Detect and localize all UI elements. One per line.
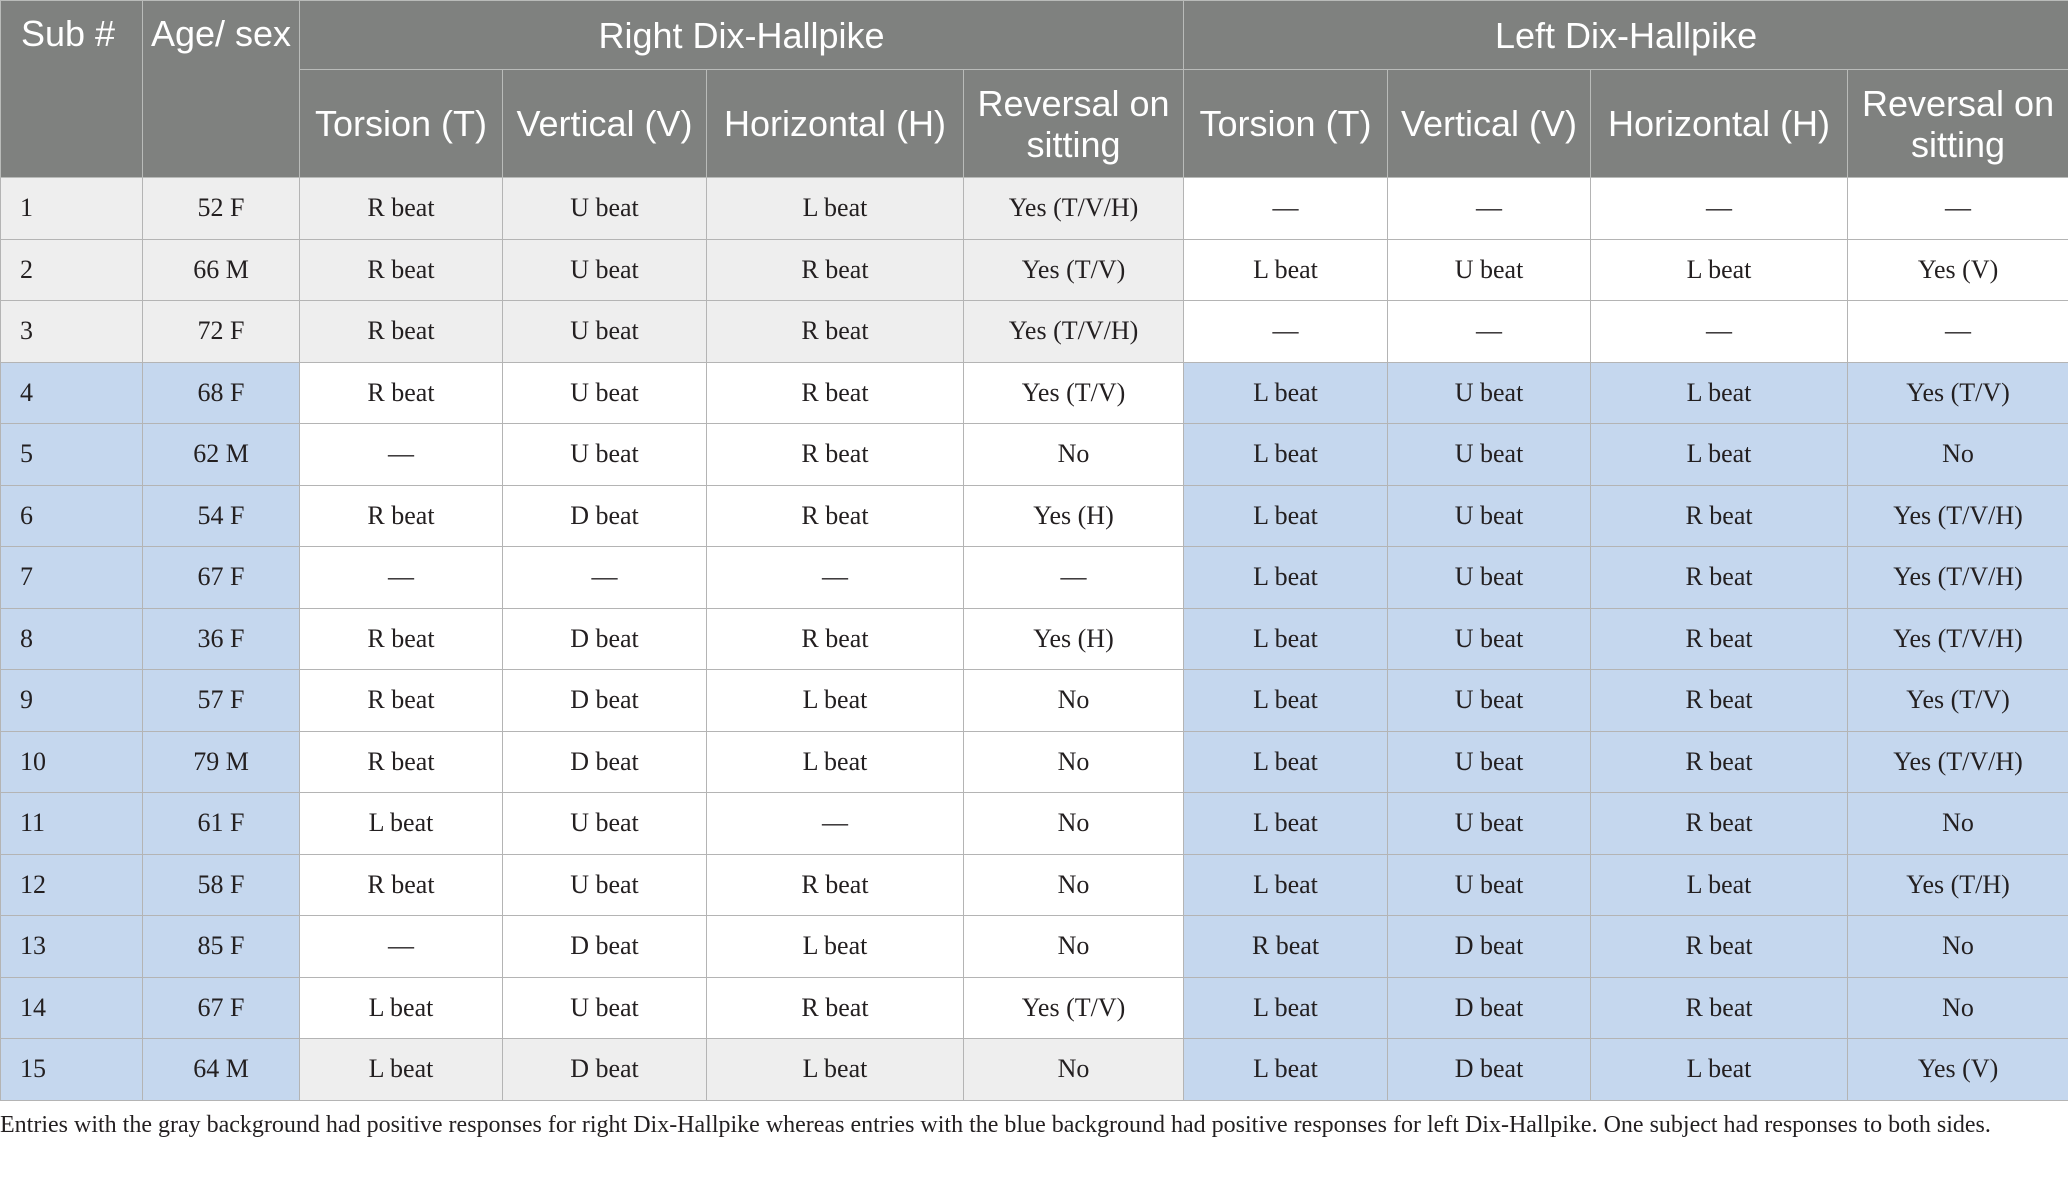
header-right-torsion: Torsion (T) — [300, 70, 503, 178]
cell-left-horizontal: — — [1591, 301, 1848, 363]
cell-right-reversal: Yes (T/V) — [964, 239, 1184, 301]
cell-right-torsion: — — [300, 424, 503, 486]
cell-left-torsion: L beat — [1184, 239, 1388, 301]
cell-left-vertical: D beat — [1388, 916, 1591, 978]
cell-left-reversal: Yes (V) — [1848, 239, 2068, 301]
cell-left-reversal: Yes (T/V) — [1848, 670, 2068, 732]
cell-left-vertical: U beat — [1388, 362, 1591, 424]
cell-right-reversal: Yes (H) — [964, 485, 1184, 547]
cell-right-vertical: U beat — [503, 178, 707, 240]
table-row — [1, 854, 2068, 916]
cell-left-reversal: Yes (T/V/H) — [1848, 485, 2068, 547]
cell-left-horizontal: R beat — [1591, 608, 1848, 670]
cell-right-torsion: R beat — [300, 239, 503, 301]
cell-left-torsion: L beat — [1184, 608, 1388, 670]
cell-left-horizontal: R beat — [1591, 731, 1848, 793]
header-left-dix-hallpike: Left Dix-Hallpike — [1184, 1, 2068, 70]
cell-left-reversal: Yes (T/V/H) — [1848, 547, 2068, 609]
cell-left-vertical: D beat — [1388, 1039, 1591, 1101]
cell-left-torsion: L beat — [1184, 485, 1388, 547]
cell-left-horizontal: R beat — [1591, 916, 1848, 978]
cell-right-vertical: — — [503, 547, 707, 609]
cell-sub-no: 15 — [1, 1039, 143, 1101]
cell-left-vertical: U beat — [1388, 547, 1591, 609]
cell-age-sex: 72 F — [143, 301, 300, 363]
cell-right-horizontal: R beat — [707, 239, 964, 301]
cell-left-torsion: L beat — [1184, 793, 1388, 855]
cell-age-sex: 54 F — [143, 485, 300, 547]
cell-left-torsion: L beat — [1184, 547, 1388, 609]
cell-sub-no: 2 — [1, 239, 143, 301]
cell-right-reversal: Yes (T/V) — [964, 977, 1184, 1039]
cell-age-sex: 67 F — [143, 977, 300, 1039]
cell-right-torsion: R beat — [300, 362, 503, 424]
cell-right-torsion: R beat — [300, 301, 503, 363]
cell-sub-no: 9 — [1, 670, 143, 732]
cell-left-reversal: No — [1848, 977, 2068, 1039]
cell-age-sex: 61 F — [143, 793, 300, 855]
cell-right-torsion: — — [300, 547, 503, 609]
table-row — [1, 670, 2068, 732]
cell-right-reversal: No — [964, 916, 1184, 978]
cell-right-horizontal: R beat — [707, 301, 964, 363]
table-row — [1, 977, 2068, 1039]
cell-right-horizontal: L beat — [707, 731, 964, 793]
cell-left-vertical: U beat — [1388, 608, 1591, 670]
cell-left-horizontal: R beat — [1591, 485, 1848, 547]
cell-right-vertical: U beat — [503, 239, 707, 301]
cell-left-vertical: — — [1388, 301, 1591, 363]
cell-left-horizontal: R beat — [1591, 793, 1848, 855]
table-row — [1, 424, 2068, 486]
cell-left-torsion: — — [1184, 178, 1388, 240]
cell-left-reversal: Yes (T/V) — [1848, 362, 2068, 424]
cell-right-horizontal: — — [707, 547, 964, 609]
cell-sub-no: 12 — [1, 854, 143, 916]
cell-age-sex: 58 F — [143, 854, 300, 916]
cell-right-reversal: Yes (T/V/H) — [964, 178, 1184, 240]
cell-left-horizontal: L beat — [1591, 362, 1848, 424]
cell-left-reversal: No — [1848, 424, 2068, 486]
cell-age-sex: 66 M — [143, 239, 300, 301]
cell-right-horizontal: R beat — [707, 608, 964, 670]
cell-right-horizontal: L beat — [707, 178, 964, 240]
header-row-columns — [1, 70, 2068, 178]
cell-age-sex: 68 F — [143, 362, 300, 424]
cell-age-sex: 52 F — [143, 178, 300, 240]
cell-right-vertical: U beat — [503, 424, 707, 486]
cell-right-torsion: R beat — [300, 178, 503, 240]
cell-sub-no: 3 — [1, 301, 143, 363]
cell-left-horizontal: — — [1591, 178, 1848, 240]
table-row — [1, 731, 2068, 793]
cell-left-torsion: L beat — [1184, 1039, 1388, 1101]
cell-right-reversal: No — [964, 670, 1184, 732]
cell-right-vertical: U beat — [503, 362, 707, 424]
table-row — [1, 485, 2068, 547]
cell-right-torsion: R beat — [300, 670, 503, 732]
cell-left-horizontal: L beat — [1591, 1039, 1848, 1101]
cell-left-torsion: L beat — [1184, 854, 1388, 916]
cell-age-sex: 62 M — [143, 424, 300, 486]
table-row — [1, 301, 2068, 363]
table-row — [1, 608, 2068, 670]
cell-left-torsion: L beat — [1184, 362, 1388, 424]
cell-right-horizontal: R beat — [707, 362, 964, 424]
cell-left-reversal: No — [1848, 793, 2068, 855]
cell-right-reversal: No — [964, 1039, 1184, 1101]
cell-right-torsion: — — [300, 916, 503, 978]
cell-right-torsion: R beat — [300, 731, 503, 793]
cell-left-vertical: — — [1388, 178, 1591, 240]
cell-right-vertical: U beat — [503, 977, 707, 1039]
cell-right-reversal: — — [964, 547, 1184, 609]
cell-right-vertical: D beat — [503, 485, 707, 547]
cell-sub-no: 1 — [1, 178, 143, 240]
cell-right-torsion: L beat — [300, 977, 503, 1039]
cell-right-torsion: R beat — [300, 608, 503, 670]
cell-left-horizontal: R beat — [1591, 670, 1848, 732]
cell-sub-no: 11 — [1, 793, 143, 855]
table-row — [1, 547, 2068, 609]
cell-left-torsion: L beat — [1184, 731, 1388, 793]
cell-right-vertical: D beat — [503, 731, 707, 793]
cell-right-horizontal: L beat — [707, 916, 964, 978]
cell-right-horizontal: — — [707, 793, 964, 855]
cell-age-sex: 79 M — [143, 731, 300, 793]
cell-right-horizontal: L beat — [707, 670, 964, 732]
cell-left-vertical: U beat — [1388, 670, 1591, 732]
cell-right-torsion: L beat — [300, 793, 503, 855]
cell-right-vertical: D beat — [503, 670, 707, 732]
cell-sub-no: 7 — [1, 547, 143, 609]
cell-left-vertical: U beat — [1388, 731, 1591, 793]
cell-right-reversal: Yes (T/V) — [964, 362, 1184, 424]
cell-right-vertical: U beat — [503, 793, 707, 855]
cell-right-reversal: Yes (T/V/H) — [964, 301, 1184, 363]
cell-left-torsion: L beat — [1184, 424, 1388, 486]
header-row-groups — [1, 1, 2068, 70]
cell-right-horizontal: R beat — [707, 854, 964, 916]
cell-left-torsion: L beat — [1184, 670, 1388, 732]
cell-left-torsion: R beat — [1184, 916, 1388, 978]
cell-left-horizontal: R beat — [1591, 977, 1848, 1039]
table-row — [1, 916, 2068, 978]
header-left-horizontal: Horizontal (H) — [1591, 70, 1848, 178]
cell-right-torsion: L beat — [300, 1039, 503, 1101]
cell-left-horizontal: L beat — [1591, 424, 1848, 486]
cell-sub-no: 4 — [1, 362, 143, 424]
cell-right-torsion: R beat — [300, 485, 503, 547]
cell-sub-no: 13 — [1, 916, 143, 978]
cell-sub-no: 8 — [1, 608, 143, 670]
cell-left-reversal: Yes (V) — [1848, 1039, 2068, 1101]
table-row — [1, 1039, 2068, 1101]
cell-right-horizontal: R beat — [707, 424, 964, 486]
header-sub-no: Sub # — [1, 1, 143, 178]
cell-left-reversal: — — [1848, 178, 2068, 240]
header-right-horizontal: Horizontal (H) — [707, 70, 964, 178]
table-header — [1, 1, 2068, 178]
cell-age-sex: 85 F — [143, 916, 300, 978]
table-row — [1, 362, 2068, 424]
cell-left-reversal: Yes (T/H) — [1848, 854, 2068, 916]
header-left-vertical: Vertical (V) — [1388, 70, 1591, 178]
cell-left-vertical: U beat — [1388, 485, 1591, 547]
cell-right-horizontal: R beat — [707, 485, 964, 547]
cell-right-reversal: Yes (H) — [964, 608, 1184, 670]
header-left-reversal: Reversal on sitting — [1848, 70, 2068, 178]
cell-age-sex: 64 M — [143, 1039, 300, 1101]
table-row — [1, 239, 2068, 301]
cell-right-vertical: U beat — [503, 854, 707, 916]
cell-left-horizontal: R beat — [1591, 547, 1848, 609]
table-body — [1, 178, 2068, 1101]
cell-sub-no: 10 — [1, 731, 143, 793]
cell-left-vertical: U beat — [1388, 793, 1591, 855]
cell-right-horizontal: R beat — [707, 977, 964, 1039]
cell-sub-no: 14 — [1, 977, 143, 1039]
cell-left-vertical: U beat — [1388, 854, 1591, 916]
cell-left-torsion: — — [1184, 301, 1388, 363]
cell-right-horizontal: L beat — [707, 1039, 964, 1101]
cell-left-horizontal: L beat — [1591, 239, 1848, 301]
table-row — [1, 793, 2068, 855]
cell-age-sex: 67 F — [143, 547, 300, 609]
cell-sub-no: 6 — [1, 485, 143, 547]
cell-left-horizontal: L beat — [1591, 854, 1848, 916]
header-right-reversal: Reversal on sitting — [964, 70, 1184, 178]
cell-right-vertical: D beat — [503, 608, 707, 670]
cell-right-reversal: No — [964, 854, 1184, 916]
cell-right-torsion: R beat — [300, 854, 503, 916]
cell-right-reversal: No — [964, 731, 1184, 793]
header-age-sex: Age/ sex — [143, 1, 300, 178]
cell-left-reversal: No — [1848, 916, 2068, 978]
cell-left-vertical: U beat — [1388, 239, 1591, 301]
cell-age-sex: 36 F — [143, 608, 300, 670]
cell-left-vertical: D beat — [1388, 977, 1591, 1039]
table-row — [1, 178, 2068, 240]
cell-left-torsion: L beat — [1184, 977, 1388, 1039]
cell-left-vertical: U beat — [1388, 424, 1591, 486]
cell-right-vertical: U beat — [503, 301, 707, 363]
cell-right-reversal: No — [964, 424, 1184, 486]
header-right-dix-hallpike: Right Dix-Hallpike — [300, 1, 1184, 70]
table-footnote: Entries with the gray background had positive responses for right Dix-Hallpike whereas entries with the blue background had positive responses for left Dix-Hallpike. One subject had responses to both sides. — [0, 1111, 1991, 1138]
header-right-vertical: Vertical (V) — [503, 70, 707, 178]
cell-right-vertical: D beat — [503, 1039, 707, 1101]
cell-right-reversal: No — [964, 793, 1184, 855]
cell-age-sex: 57 F — [143, 670, 300, 732]
cell-sub-no: 5 — [1, 424, 143, 486]
cell-left-reversal: Yes (T/V/H) — [1848, 731, 2068, 793]
cell-right-vertical: D beat — [503, 916, 707, 978]
cell-left-reversal: Yes (T/V/H) — [1848, 608, 2068, 670]
cell-left-reversal: — — [1848, 301, 2068, 363]
header-left-torsion: Torsion (T) — [1184, 70, 1388, 178]
